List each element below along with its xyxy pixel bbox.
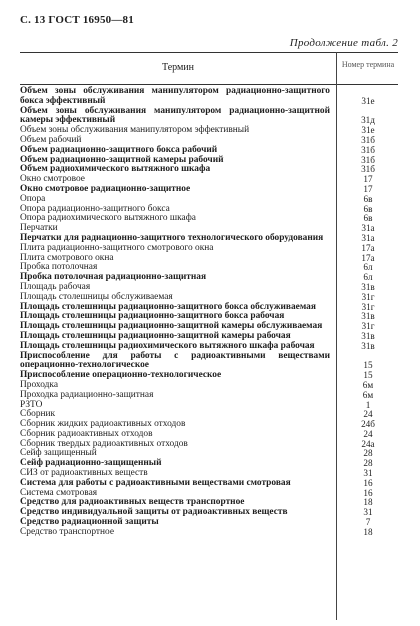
page-header: С. 13 ГОСТ 16950—81 xyxy=(20,14,134,26)
term-text: СИЗ от радиоактивных веществ xyxy=(20,468,148,479)
table-row xyxy=(20,371,401,381)
term-number: 31в xyxy=(361,311,375,322)
term-number: 24 xyxy=(363,428,373,439)
term-number: 24а xyxy=(361,438,375,449)
term-text: Объем зоны обслуживания манипулятором эффективный xyxy=(20,125,250,136)
table-row xyxy=(20,528,401,538)
term-number: 15 xyxy=(363,370,373,381)
term-text: Объем рабочий xyxy=(20,134,82,145)
term-text: Плита смотрового окна xyxy=(20,252,114,263)
term-number: 17а xyxy=(361,252,375,263)
term-number: 28 xyxy=(363,448,373,459)
term-number: 31г xyxy=(361,301,375,312)
term-text: Перчатки xyxy=(20,223,58,234)
table-continuation-label: Продолжение табл. 2 xyxy=(289,37,398,49)
term-number: 31д xyxy=(361,115,375,126)
term-text: Площадь рабочая xyxy=(20,281,91,292)
term-number: 6м xyxy=(362,379,374,390)
table-row xyxy=(20,185,401,195)
term-number: 31б xyxy=(361,164,375,175)
term-number: 31г xyxy=(361,321,375,332)
term-number: 31 xyxy=(363,507,373,518)
term-table-body xyxy=(20,87,401,538)
term-number: 31б xyxy=(361,154,375,165)
term-text: Сборник твердых радиоактивных отходов xyxy=(20,438,188,449)
table-row xyxy=(20,352,401,372)
term-number: 6в xyxy=(363,193,373,204)
term-text: Окно смотровое xyxy=(20,174,85,185)
term-number: 31а xyxy=(361,232,375,243)
term-number: 31e xyxy=(361,95,375,106)
term-number: 18 xyxy=(363,497,373,508)
term-number: 24 xyxy=(363,409,373,420)
term-number: 16 xyxy=(363,477,373,488)
term-number: 6м xyxy=(362,389,374,400)
term-text: Площадь столешницы обслуживаемая xyxy=(20,291,173,302)
table-row xyxy=(20,107,401,127)
term-number: 31г xyxy=(361,291,375,302)
term-number: 6в xyxy=(363,213,373,224)
term-number: 6л xyxy=(363,262,373,273)
term-text: Средство индивидуальной защиты от радиоактивных веществ xyxy=(20,507,288,518)
term-text: Средство для радиоактивных веществ транспортное xyxy=(20,497,245,508)
term-text: Система для работы с радиоактивными веществами смотровая xyxy=(20,477,291,488)
term-text: Объем зоны обслуживания манипулятором радиационно-защитной камеры эффективный xyxy=(20,105,330,126)
term-number: 17 xyxy=(363,174,373,185)
table-header-rule xyxy=(20,84,398,85)
term-text: Площадь столешницы радиационно-защитного бокса обслуживаемая xyxy=(20,301,316,312)
term-number: 17а xyxy=(361,242,375,253)
term-text: Пробка потолочная xyxy=(20,262,98,273)
term-number: 31б xyxy=(361,144,375,155)
term-text: Опора xyxy=(20,193,46,204)
term-number: 6в xyxy=(363,203,373,214)
term-text: Объем зоны обслуживания манипулятором радиационно-защитного бокса эффективный xyxy=(20,86,330,106)
term-text: Площадь столешницы радиационно-защитной камеры обслуживаемая xyxy=(20,321,323,332)
term-text: Объем радиационно-защитной камеры рабочий xyxy=(20,154,224,165)
column-header-term: Термин xyxy=(161,62,195,73)
term-number: 1 xyxy=(365,399,371,410)
term-text: Окно смотровое радиационно-защитное xyxy=(20,183,191,194)
term-number: 24б xyxy=(361,419,375,430)
term-text: Система смотровая xyxy=(20,487,98,498)
term-number: 31в xyxy=(361,340,375,351)
term-text: Площадь столешницы радиохимического вытяжного шкафа рабочая xyxy=(20,340,315,351)
term-text: Площадь столешницы радиационно-защитного бокса рабочая xyxy=(20,311,285,322)
term-text: Приспособление для работы с радиоактивными веществами операционно-технологическое xyxy=(20,350,330,371)
term-number: 15 xyxy=(363,360,373,371)
term-number: 31б xyxy=(361,134,375,145)
term-text: Проходка радиационно-защитная xyxy=(20,389,154,400)
term-text: Сейф защищенный xyxy=(20,448,97,459)
term-number: 18 xyxy=(363,526,373,537)
term-text: Сборник радиоактивных отходов xyxy=(20,428,153,439)
term-text: Объем радиохимического вытяжного шкафа xyxy=(20,164,211,175)
term-number: 31в xyxy=(361,330,375,341)
term-number: 31в xyxy=(361,281,375,292)
term-text: Опора радиационно-защитного бокса xyxy=(20,203,170,214)
term-text: РЗТО xyxy=(20,399,43,410)
term-text: Сборник жидких радиоактивных отходов xyxy=(20,419,186,430)
table-row xyxy=(20,214,401,224)
column-header-number: Номер термина xyxy=(341,60,395,69)
term-text: Средство транспортное xyxy=(20,526,114,537)
term-text: Проходка xyxy=(20,379,59,390)
term-number: 31 xyxy=(363,468,373,479)
term-text: Объем радиационно-защитного бокса рабочий xyxy=(20,144,218,155)
term-number: 28 xyxy=(363,458,373,469)
term-number: 7 xyxy=(365,517,371,528)
term-number: 31е xyxy=(361,125,375,136)
term-text: Площадь столешницы радиационно-защитной камеры рабочая xyxy=(20,330,291,341)
table-row xyxy=(20,391,401,401)
term-number: 16 xyxy=(363,487,373,498)
term-number: 17 xyxy=(363,183,373,194)
table-row xyxy=(20,401,401,411)
term-text: Приспособление операционно-технологическое xyxy=(20,370,222,381)
table-row xyxy=(20,87,401,107)
term-text: Средство радиационной защиты xyxy=(20,517,159,528)
term-text: Сборник xyxy=(20,409,56,420)
term-number: 6л xyxy=(363,272,373,283)
term-text: Пробка потолочная радиационно-защитная xyxy=(20,272,207,283)
table-top-rule xyxy=(20,52,398,53)
term-text: Сейф радиационно-защищенный xyxy=(20,458,162,469)
term-text: Перчатки для радиационно-защитного технологического оборудования xyxy=(20,232,324,243)
term-text: Плита радиационно-защитного смотрового окна xyxy=(20,242,214,253)
term-number: 31а xyxy=(361,223,375,234)
term-text: Опора радиохимического вытяжного шкафа xyxy=(20,213,196,224)
